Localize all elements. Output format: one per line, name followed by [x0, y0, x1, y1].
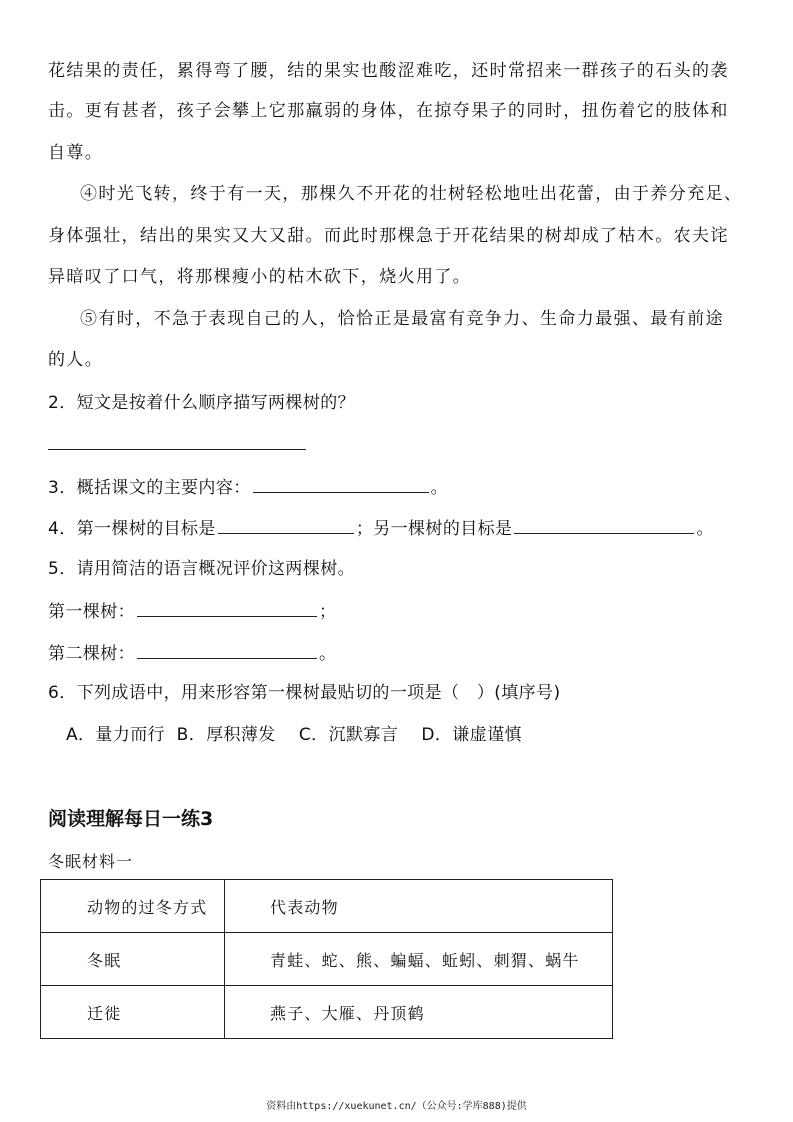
table-header-cell: 动物的过冬方式 — [41, 880, 225, 933]
passage-line: ④时光飞转，终于有一天，那棵久不开花的壮树轻松地吐出花蕾，由于养分充足、 — [80, 184, 743, 204]
question-5-first — [48, 599, 336, 623]
passage-line: 击。更有甚者，孩子会攀上它那羸弱的身体，在掠夺果子的同时，扭伤着它的肢体和 — [48, 101, 729, 121]
page-footer: 资料由https://xuekunet.cn/（公众号:学库888)提供 — [266, 1101, 527, 1112]
table-row — [41, 986, 613, 1039]
passage-line: 的人。 — [48, 350, 104, 370]
table-cell: 青蛙、蛇、熊、蝙蝠、蚯蚓、刺猬、蜗牛 — [225, 933, 613, 986]
answer-blank-5a[interactable] — [137, 599, 317, 617]
question-5: 5．请用简洁的语言概况评价这两棵树。 — [48, 559, 356, 579]
answer-blank-4a[interactable] — [218, 516, 354, 534]
question-2: 2．短文是按着什么顺序描写两棵树的？ — [48, 393, 356, 413]
punct: 。 — [319, 644, 337, 664]
question-5-second — [48, 641, 336, 665]
passage-line: 自尊。 — [48, 143, 104, 163]
passage-line: ⑤有时，不急于表现自己的人，恰恰正是最富有竞争力、生命力最强、最有前途 — [80, 309, 724, 329]
question-4-text: 4．第一棵树的目标是 — [48, 519, 216, 539]
punct: ； — [319, 602, 337, 622]
question-3 — [48, 475, 448, 499]
table-header-row — [41, 880, 613, 933]
passage-line: 身体强壮，结出的果实又大又甜。而此时那棵急于开花结果的树却成了枯木。农夫诧 — [48, 226, 729, 246]
hibernation-table — [40, 879, 613, 1039]
table-cell: 燕子、大雁、丹顶鹤 — [225, 986, 613, 1039]
answer-blank-4b[interactable] — [514, 516, 694, 534]
table-cell: 迁徙 — [41, 986, 225, 1039]
table-row — [41, 933, 613, 986]
second-tree-label: 第二棵树： — [48, 644, 135, 664]
passage-line: 花结果的责任，累得弯了腰，结的果实也酸涩难吃，还时常招来一群孩子的石头的袭 — [48, 61, 729, 81]
material-title: 冬眠材料一 — [48, 852, 134, 871]
question-6-options: A．量力而行 B．厚积薄发 C．沉默寡言 D．谦虚谨慎 — [66, 725, 522, 745]
section-heading: 阅读理解每日一练3 — [48, 808, 214, 830]
answer-blank-2[interactable] — [48, 449, 306, 450]
answer-blank-3[interactable] — [253, 475, 429, 493]
first-tree-label: 第一棵树： — [48, 602, 135, 622]
question-4-mid: ；另一棵树的目标是 — [355, 519, 513, 539]
question-3-text: 3．概括课文的主要内容： — [48, 478, 251, 498]
table-header-cell: 代表动物 — [225, 880, 613, 933]
table-cell: 冬眠 — [41, 933, 225, 986]
question-6: 6．下列成语中，用来形容第一棵树最贴切的一项是（ ）(填序号) — [48, 683, 561, 703]
passage-line: 异暗叹了口气，将那棵瘦小的枯木砍下，烧火用了。 — [48, 267, 472, 287]
punct: 。 — [696, 519, 714, 539]
answer-blank-5b[interactable] — [137, 641, 317, 659]
question-4 — [48, 516, 714, 540]
punct: 。 — [430, 478, 449, 498]
